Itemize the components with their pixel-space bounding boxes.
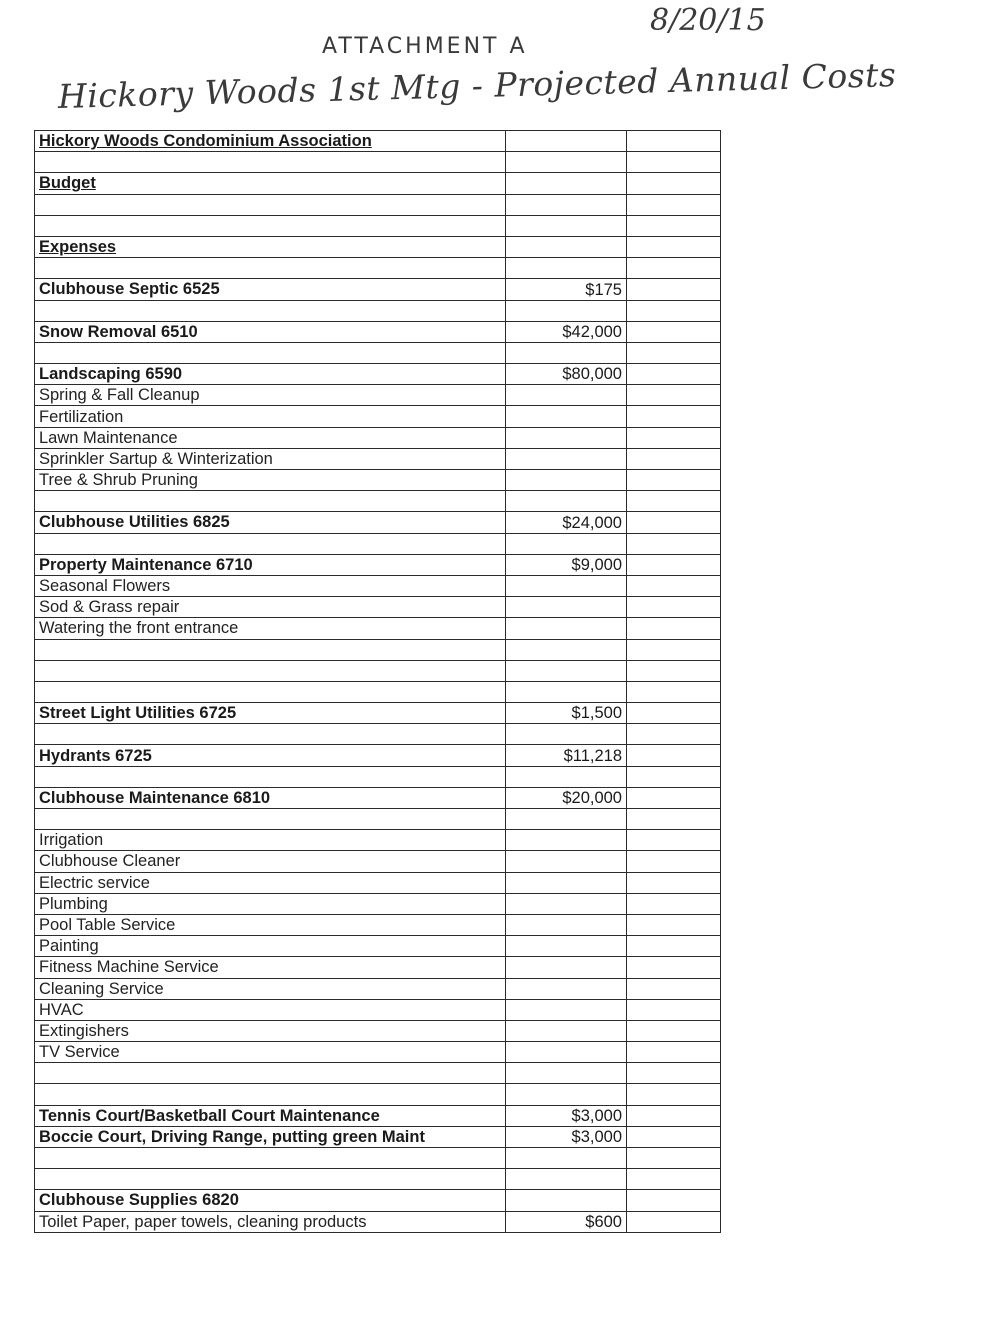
blank-row	[35, 639, 721, 660]
row-label	[35, 639, 506, 660]
row-extra-cell	[627, 893, 721, 914]
blank-row	[35, 809, 721, 830]
blank-row	[35, 724, 721, 745]
row-extra-cell	[627, 173, 721, 194]
row-extra-cell	[627, 258, 721, 279]
handwritten-meeting-title: Hickory Woods 1st Mtg - Projected Annual Costs	[57, 55, 897, 116]
row-label	[35, 660, 506, 681]
row-extra-cell	[627, 1020, 721, 1041]
row-extra-cell	[627, 745, 721, 766]
row-amount: $9,000	[506, 554, 627, 575]
row-label: Property Maintenance 6710	[35, 554, 506, 575]
row-label	[35, 342, 506, 363]
blank-row	[35, 681, 721, 702]
item-row	[35, 914, 721, 935]
row-extra-cell	[627, 215, 721, 236]
row-amount	[506, 300, 627, 321]
row-amount	[506, 809, 627, 830]
row-extra-cell	[627, 385, 721, 406]
row-extra-cell	[627, 427, 721, 448]
category-row	[35, 279, 721, 300]
row-extra-cell	[627, 364, 721, 385]
item-row	[35, 448, 721, 469]
header-row	[35, 173, 721, 194]
row-amount	[506, 851, 627, 872]
row-amount	[506, 215, 627, 236]
blank-row	[35, 300, 721, 321]
row-amount	[506, 893, 627, 914]
row-amount	[506, 258, 627, 279]
row-amount	[506, 1190, 627, 1211]
row-label: Plumbing	[35, 893, 506, 914]
row-extra-cell	[627, 321, 721, 342]
row-extra-cell	[627, 618, 721, 639]
blank-row	[35, 533, 721, 554]
category-row	[35, 745, 721, 766]
row-extra-cell	[627, 1169, 721, 1190]
row-extra-cell	[627, 1211, 721, 1232]
row-label: Street Light Utilities 6725	[35, 703, 506, 724]
category-row	[35, 1105, 721, 1126]
row-amount	[506, 1084, 627, 1105]
row-extra-cell	[627, 660, 721, 681]
row-amount: $20,000	[506, 787, 627, 808]
item-row	[35, 893, 721, 914]
item-row	[35, 597, 721, 618]
row-extra-cell	[627, 851, 721, 872]
row-label: Painting	[35, 936, 506, 957]
row-extra-cell	[627, 533, 721, 554]
row-amount	[506, 936, 627, 957]
row-amount: $3,000	[506, 1126, 627, 1147]
row-extra-cell	[627, 300, 721, 321]
row-amount	[506, 1063, 627, 1084]
row-extra-cell	[627, 1148, 721, 1169]
row-extra-cell	[627, 872, 721, 893]
row-amount	[506, 872, 627, 893]
row-extra-cell	[627, 554, 721, 575]
row-extra-cell	[627, 236, 721, 257]
row-amount	[506, 131, 627, 152]
row-amount: $24,000	[506, 512, 627, 533]
row-extra-cell	[627, 999, 721, 1020]
category-row	[35, 787, 721, 808]
row-label: Landscaping 6590	[35, 364, 506, 385]
row-amount	[506, 236, 627, 257]
blank-row	[35, 215, 721, 236]
row-label: HVAC	[35, 999, 506, 1020]
row-amount	[506, 1148, 627, 1169]
row-label: Cleaning Service	[35, 978, 506, 999]
row-extra-cell	[627, 279, 721, 300]
row-label: Clubhouse Cleaner	[35, 851, 506, 872]
item-row	[35, 1020, 721, 1041]
row-label	[35, 766, 506, 787]
row-amount	[506, 978, 627, 999]
item-row	[35, 427, 721, 448]
row-label: Tennis Court/Basketball Court Maintenance	[35, 1105, 506, 1126]
blank-row	[35, 766, 721, 787]
row-label: Seasonal Flowers	[35, 575, 506, 596]
item-row	[35, 851, 721, 872]
blank-row	[35, 491, 721, 512]
row-label: Clubhouse Supplies 6820	[35, 1190, 506, 1211]
row-extra-cell	[627, 1190, 721, 1211]
row-label	[35, 194, 506, 215]
row-extra-cell	[627, 131, 721, 152]
row-extra-cell	[627, 639, 721, 660]
row-amount	[506, 639, 627, 660]
item-row	[35, 999, 721, 1020]
category-row	[35, 554, 721, 575]
row-extra-cell	[627, 1126, 721, 1147]
category-row	[35, 703, 721, 724]
row-label: Hickory Woods Condominium Association	[35, 131, 506, 152]
row-amount	[506, 470, 627, 491]
blank-row	[35, 152, 721, 173]
blank-row	[35, 1063, 721, 1084]
row-label	[35, 809, 506, 830]
row-extra-cell	[627, 448, 721, 469]
row-amount	[506, 342, 627, 363]
item-row	[35, 1211, 721, 1232]
row-amount	[506, 1020, 627, 1041]
row-amount	[506, 533, 627, 554]
row-extra-cell	[627, 914, 721, 935]
row-amount: $600	[506, 1211, 627, 1232]
row-amount	[506, 1042, 627, 1063]
row-extra-cell	[627, 957, 721, 978]
row-amount: $11,218	[506, 745, 627, 766]
row-extra-cell	[627, 787, 721, 808]
row-label: Fitness Machine Service	[35, 957, 506, 978]
row-label: Clubhouse Maintenance 6810	[35, 787, 506, 808]
row-label: Tree & Shrub Pruning	[35, 470, 506, 491]
row-amount	[506, 385, 627, 406]
category-row	[35, 1126, 721, 1147]
row-extra-cell	[627, 1105, 721, 1126]
row-extra-cell	[627, 1063, 721, 1084]
row-extra-cell	[627, 152, 721, 173]
row-label: Budget	[35, 173, 506, 194]
row-extra-cell	[627, 194, 721, 215]
blank-row	[35, 258, 721, 279]
category-row	[35, 1190, 721, 1211]
row-label	[35, 681, 506, 702]
row-extra-cell	[627, 470, 721, 491]
row-amount	[506, 406, 627, 427]
row-label	[35, 300, 506, 321]
row-amount: $1,500	[506, 703, 627, 724]
row-extra-cell	[627, 830, 721, 851]
handwritten-date: 8/20/15	[650, 3, 766, 38]
row-label: Clubhouse Septic 6525	[35, 279, 506, 300]
row-label	[35, 215, 506, 236]
row-amount	[506, 914, 627, 935]
row-label	[35, 491, 506, 512]
row-label	[35, 1169, 506, 1190]
row-amount	[506, 448, 627, 469]
row-extra-cell	[627, 512, 721, 533]
row-extra-cell	[627, 575, 721, 596]
row-amount	[506, 618, 627, 639]
row-amount	[506, 681, 627, 702]
row-label: Clubhouse Utilities 6825	[35, 512, 506, 533]
row-extra-cell	[627, 724, 721, 745]
row-label: Snow Removal 6510	[35, 321, 506, 342]
blank-row	[35, 1084, 721, 1105]
row-extra-cell	[627, 406, 721, 427]
item-row	[35, 936, 721, 957]
row-amount	[506, 766, 627, 787]
row-label: Expenses	[35, 236, 506, 257]
blank-row	[35, 342, 721, 363]
row-label: Boccie Court, Driving Range, putting green Maint	[35, 1126, 506, 1147]
handwritten-attachment-label: ATTACHMENT A	[322, 34, 528, 59]
category-row	[35, 512, 721, 533]
row-extra-cell	[627, 342, 721, 363]
row-label: Sprinkler Sartup & Winterization	[35, 448, 506, 469]
row-label: Fertilization	[35, 406, 506, 427]
header-row	[35, 131, 721, 152]
row-amount	[506, 491, 627, 512]
row-amount	[506, 660, 627, 681]
row-amount	[506, 152, 627, 173]
row-label: Sod & Grass repair	[35, 597, 506, 618]
row-label	[35, 258, 506, 279]
row-label: TV Service	[35, 1042, 506, 1063]
row-amount: $175	[506, 279, 627, 300]
row-label: Lawn Maintenance	[35, 427, 506, 448]
row-amount: $42,000	[506, 321, 627, 342]
row-label	[35, 152, 506, 173]
item-row	[35, 618, 721, 639]
row-amount	[506, 724, 627, 745]
item-row	[35, 978, 721, 999]
row-extra-cell	[627, 1042, 721, 1063]
item-row	[35, 1042, 721, 1063]
item-row	[35, 406, 721, 427]
item-row	[35, 957, 721, 978]
item-row	[35, 872, 721, 893]
row-label: Spring & Fall Cleanup	[35, 385, 506, 406]
item-row	[35, 385, 721, 406]
blank-row	[35, 1148, 721, 1169]
row-amount	[506, 830, 627, 851]
row-extra-cell	[627, 809, 721, 830]
row-extra-cell	[627, 1084, 721, 1105]
row-amount	[506, 957, 627, 978]
row-extra-cell	[627, 681, 721, 702]
row-label: Watering the front entrance	[35, 618, 506, 639]
row-amount: $3,000	[506, 1105, 627, 1126]
item-row	[35, 830, 721, 851]
budget-table	[34, 130, 721, 1233]
category-row	[35, 321, 721, 342]
blank-row	[35, 194, 721, 215]
row-amount	[506, 427, 627, 448]
row-amount	[506, 173, 627, 194]
row-extra-cell	[627, 491, 721, 512]
row-extra-cell	[627, 936, 721, 957]
row-amount	[506, 575, 627, 596]
row-label	[35, 1148, 506, 1169]
row-label: Electric service	[35, 872, 506, 893]
row-label: Hydrants 6725	[35, 745, 506, 766]
row-label: Pool Table Service	[35, 914, 506, 935]
row-extra-cell	[627, 978, 721, 999]
item-row	[35, 575, 721, 596]
row-amount	[506, 1169, 627, 1190]
blank-row	[35, 660, 721, 681]
row-amount: $80,000	[506, 364, 627, 385]
row-label	[35, 1063, 506, 1084]
row-amount	[506, 194, 627, 215]
row-amount	[506, 999, 627, 1020]
row-label: Toilet Paper, paper towels, cleaning products	[35, 1211, 506, 1232]
header-row	[35, 236, 721, 257]
row-amount	[506, 597, 627, 618]
row-extra-cell	[627, 597, 721, 618]
row-label	[35, 1084, 506, 1105]
row-extra-cell	[627, 703, 721, 724]
row-extra-cell	[627, 766, 721, 787]
row-label: Irrigation	[35, 830, 506, 851]
category-row	[35, 364, 721, 385]
item-row	[35, 470, 721, 491]
row-label	[35, 533, 506, 554]
row-label: Extingishers	[35, 1020, 506, 1041]
blank-row	[35, 1169, 721, 1190]
row-label	[35, 724, 506, 745]
